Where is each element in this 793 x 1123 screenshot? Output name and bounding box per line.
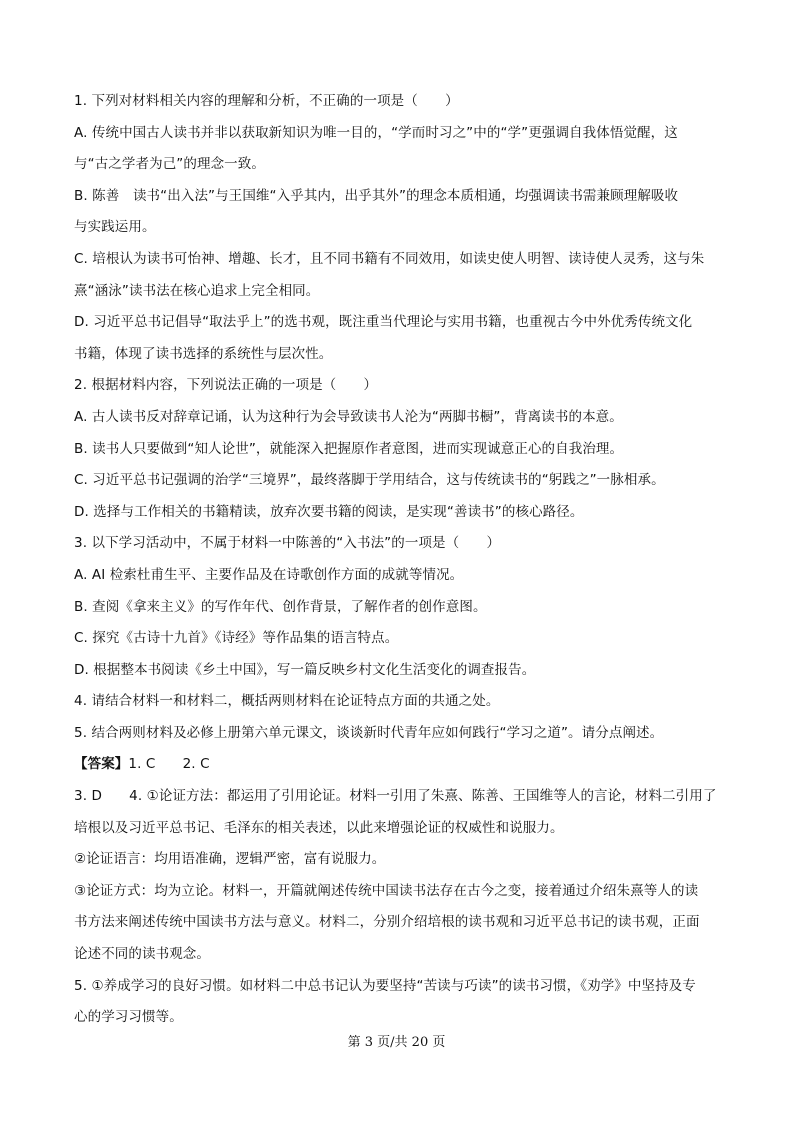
answer-label: 【答案】 xyxy=(74,756,129,773)
q1-option-d-cont: 书籍，体现了读书选择的系统性与层次性。 xyxy=(74,345,333,362)
answer-5-point-1: 5. ①养成学习的良好习惯。如材料二中总书记认为要坚持“苦读与巧读”的读书习惯，《劝学》中坚持及专 xyxy=(74,977,696,994)
q2-option-d: D. 选择与工作相关的书籍精读，放弃次要书籍的阅读，是实现“善读书”的核心路径。 xyxy=(74,503,584,520)
q2-stem: 2. 根据材料内容，下列说法正确的一项是（ ） xyxy=(74,377,378,394)
q1-option-b-cont: 与实践运用。 xyxy=(74,219,156,236)
q3-option-d: D. 根据整本书阅读《乡土中国》，写一篇反映乡村文化生活变化的调查报告。 xyxy=(74,661,536,678)
q1-option-c-cont: 熹“涵泳”读书法在核心追求上完全相同。 xyxy=(74,282,320,299)
q3-option-c: C. 探究《古诗十九首》《诗经》等作品集的语言特点。 xyxy=(74,630,399,647)
q1-option-a: A. 传统中国古人读书并非以获取新知识为唯一目的，“学而时习之”中的“学”更强调自我体悟觉醒，这 xyxy=(74,124,678,141)
page-content xyxy=(74,92,724,1040)
answer-4-point-3-cont: 书方法来阐述传统中国读书方法与意义。材料二，分别介绍培根的读书观和习近平总书记的读书观，正面 xyxy=(74,914,700,931)
q1-option-a-cont: 与“古之学者为己”的理念一致。 xyxy=(74,156,265,173)
q3-stem: 3. 以下学习活动中，不属于材料一中陈善的“入书法”的一项是（ ） xyxy=(74,535,501,552)
q2-option-b: B. 读书人只要做到“知人论世”，就能深入把握原作者意图，进而实现诚意正心的自我治理。 xyxy=(74,440,624,457)
q1-option-b: B. 陈善 读书“出入法”与王国维“入乎其内，出乎其外”的理念本质相通，均强调读书需兼顾理解吸收 xyxy=(74,187,679,204)
q2-option-c: C. 习近平总书记强调的治学“三境界”，最终落脚于学用结合，这与传统读书的“躬践之”一脉相承。 xyxy=(74,472,665,489)
answer-4-point-2: ②论证语言：均用语准确，逻辑严密，富有说服力。 xyxy=(74,851,386,868)
q3-option-a: A. AI 检索杜甫生平、主要作品及在诗歌创作方面的成就等情况。 xyxy=(74,566,464,583)
answer-4-point-3-end: 论述不同的读书观念。 xyxy=(74,946,210,963)
answer-5-point-1-cont: 心的学习习惯等。 xyxy=(74,1009,183,1026)
answer-4-point-3: ③论证方式：均为立论。材料一，开篇就阐述传统中国读书法存在古今之变，接着通过介绍朱熹等人的读 xyxy=(74,882,699,899)
answer-3-4: 3. D 4. ①论证方法：都运用了引用论证。材料一引用了朱熹、陈善、王国维等人的言论，材料二引用了 xyxy=(74,788,717,805)
page-number: 第 3 页/共 20 页 xyxy=(347,1035,446,1050)
q5-stem: 5. 结合两则材料及必修上册第六单元课文，谈谈新时代青年应如何践行“学习之道”。请分点阐述。 xyxy=(74,724,664,741)
answer-1-2: 1. C 2. C xyxy=(128,756,210,773)
answer-line-1 xyxy=(74,755,724,773)
q4-stem: 4. 请结合材料一和材料二，概括两则材料在论证特点方面的共通之处。 xyxy=(74,693,500,710)
q2-option-a: A. 古人读书反对辞章记诵，认为这种行为会导致读书人沦为“两脚书橱”，背离读书的本意。 xyxy=(74,408,623,425)
q3-option-b: B. 查阅《拿来主义》的写作年代、创作背景，了解作者的创作意图。 xyxy=(74,598,487,615)
answer-4-cont: 培根以及习近平总书记、毛泽东的相关表述，以此来增强论证的权威性和说服力。 xyxy=(74,819,564,836)
q1-stem: 1. 下列对材料相关内容的理解和分析，不正确的一项是（ ） xyxy=(74,93,459,109)
q1-option-d: D. 习近平总书记倡导“取法乎上”的选书观，既注重当代理论与实用书籍，也重视古今中外优秀传统文化 xyxy=(74,314,693,331)
q1-option-c: C. 培根认为读书可怡神、增趣、长才，且不同书籍有不同效用，如读史使人明智、读诗使人灵秀，这与朱 xyxy=(74,250,705,267)
